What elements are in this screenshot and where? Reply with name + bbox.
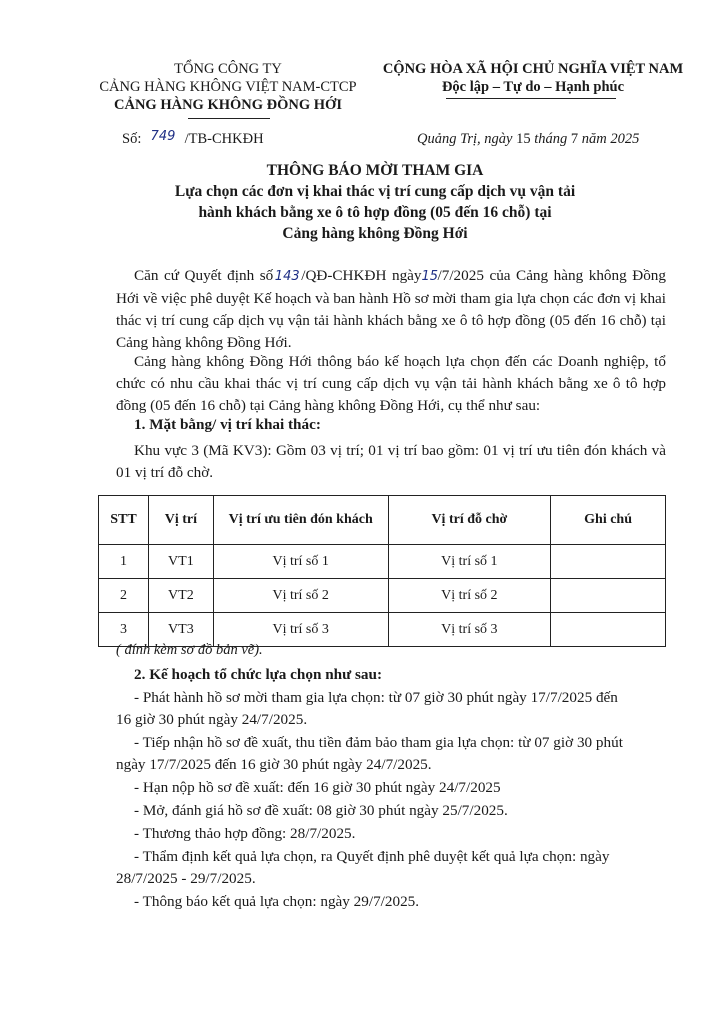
cell-priority-spot: Vị trí số 1 (213, 545, 388, 579)
doc-title (80, 160, 670, 244)
col-header-position: Vị trí (148, 496, 213, 545)
national-motto: Độc lập – Tự do – Hạnh phúc (441, 79, 625, 95)
org-parent-line1: TỔNG CÔNG TY (174, 61, 282, 77)
section1-heading: 1. Mặt bằng/ vị trí khai thác: (134, 416, 321, 433)
doc-number (122, 131, 264, 148)
cell-note (551, 579, 666, 613)
cell-waiting-spot: Vị trí số 3 (388, 613, 551, 647)
section2-heading: 2. Kế hoạch tổ chức lựa chọn như sau: (134, 666, 383, 683)
section1-intro: Khu vực 3 (Mã KV3): Gồm 03 vị trí; 01 vị trí bao gồm: 01 vị trí ưu tiên đón khách và 01 vị trí đỗ chờ. (116, 442, 666, 481)
list-item: - Thương thảo hợp đồng: 28/7/2025. (134, 825, 356, 842)
date-month: 7 (570, 131, 579, 147)
table-note: ( đính kèm sơ đồ bản vẽ). (116, 642, 263, 658)
header-right-rule (446, 98, 616, 99)
title-line2: Lựa chọn các đơn vị khai thác vị trí cung cấp dịch vụ vận tải (174, 183, 576, 200)
cell-position: VT3 (148, 613, 213, 647)
col-header-stt: STT (99, 496, 149, 545)
decision-number: 143 (274, 269, 300, 284)
doc-number-suffix: /TB-CHKĐH (184, 131, 264, 147)
para1-text3: /7/2025 của Cảng hàng không Đồng Hới về việc phê duyệt Kế hoạch và ban hành Hồ sơ mời tham gia lựa chọn các đơn vị khai thác vị trí cung cấp dịch vụ vận tải hành khách bằng xe ô tô hợp đồng (05 đến 16 chỗ) tại Cảng hàng không Đồng Hới. (116, 267, 666, 351)
list-item: - Thẩm định kết quả lựa chọn, ra Quyết định phê duyệt kết quả lựa chọn: ngày (134, 848, 610, 865)
cell-position: VT2 (148, 579, 213, 613)
col-header-waiting-spot: Vị trí đỗ chờ (388, 496, 551, 545)
date-place: Quảng Trị, ngày (417, 131, 513, 147)
doc-number-value: 749 (150, 129, 176, 144)
date-line (417, 131, 639, 148)
table-row (99, 579, 666, 613)
positions-table (98, 495, 666, 647)
col-header-note: Ghi chú (551, 496, 666, 545)
table-header-row (99, 496, 666, 545)
list-item: - Hạn nộp hồ sơ đề xuất: đến 16 giờ 30 phút ngày 24/7/2025 (134, 779, 501, 796)
paragraph-announcement: Cảng hàng không Đồng Hới thông báo kế hoạch lựa chọn đến các Doanh nghiệp, tổ chức có nhu cầu khai thác vị trí cung cấp dịch vụ vận tải hành khách bằng xe ô tô hợp đồng (05 đến 16 chỗ) tại Cảng hàng không Đồng Hới, cụ thể như sau: (116, 353, 666, 414)
cell-stt: 2 (99, 579, 149, 613)
cell-priority-spot: Vị trí số 3 (213, 613, 388, 647)
cell-priority-spot: Vị trí số 2 (213, 579, 388, 613)
header-right (368, 60, 698, 96)
org-name: CẢNG HÀNG KHÔNG ĐỒNG HỚI (114, 97, 342, 113)
col-header-priority-spot: Vị trí ưu tiên đón khách (213, 496, 388, 545)
cell-position: VT1 (148, 545, 213, 579)
date-year: năm 2025 (581, 131, 640, 147)
list-item: - Tiếp nhận hồ sơ đề xuất, thu tiền đảm bảo tham gia lựa chọn: từ 07 giờ 30 phút (134, 734, 623, 751)
para1-text1: Căn cứ Quyết định số (134, 267, 274, 284)
list-item-cont: 28/7/2025 - 29/7/2025. (116, 870, 256, 887)
para1-text2: /QĐ-CHKĐH ngày (301, 267, 422, 284)
cell-note (551, 545, 666, 579)
decision-day: 15 (421, 269, 439, 284)
cell-stt: 1 (99, 545, 149, 579)
date-month-label: tháng (534, 131, 568, 147)
cell-note (551, 613, 666, 647)
header-left-rule (188, 118, 270, 119)
paragraph-basis (116, 265, 666, 354)
date-day: 15 (516, 131, 531, 147)
title-line1: THÔNG BÁO MỜI THAM GIA (266, 162, 484, 179)
cell-stt: 3 (99, 613, 149, 647)
header-left (78, 60, 378, 114)
national-title: CỘNG HÒA XÃ HỘI CHỦ NGHĨA VIỆT NAM (382, 61, 684, 77)
title-line3: hành khách bằng xe ô tô hợp đồng (05 đến 16 chỗ) tại (198, 204, 552, 221)
list-item-cont: 16 giờ 30 phút ngày 24/7/2025. (116, 711, 308, 728)
table-row (99, 545, 666, 579)
cell-waiting-spot: Vị trí số 1 (388, 545, 551, 579)
title-line4: Cảng hàng không Đồng Hới (282, 225, 468, 242)
list-item-cont: ngày 17/7/2025 đến 16 giờ 30 phút ngày 24/7/2025. (116, 756, 432, 773)
list-item: - Thông báo kết quả lựa chọn: ngày 29/7/2025. (134, 893, 420, 910)
list-item: - Mở, đánh giá hồ sơ đề xuất: 08 giờ 30 phút ngày 25/7/2025. (134, 802, 508, 819)
doc-number-prefix: Số: (122, 131, 142, 147)
list-item: - Phát hành hồ sơ mời tham gia lựa chọn: từ 07 giờ 30 phút ngày 17/7/2025 đến (134, 689, 618, 706)
org-parent-line2: CẢNG HÀNG KHÔNG VIỆT NAM-CTCP (99, 79, 357, 95)
cell-waiting-spot: Vị trí số 2 (388, 579, 551, 613)
